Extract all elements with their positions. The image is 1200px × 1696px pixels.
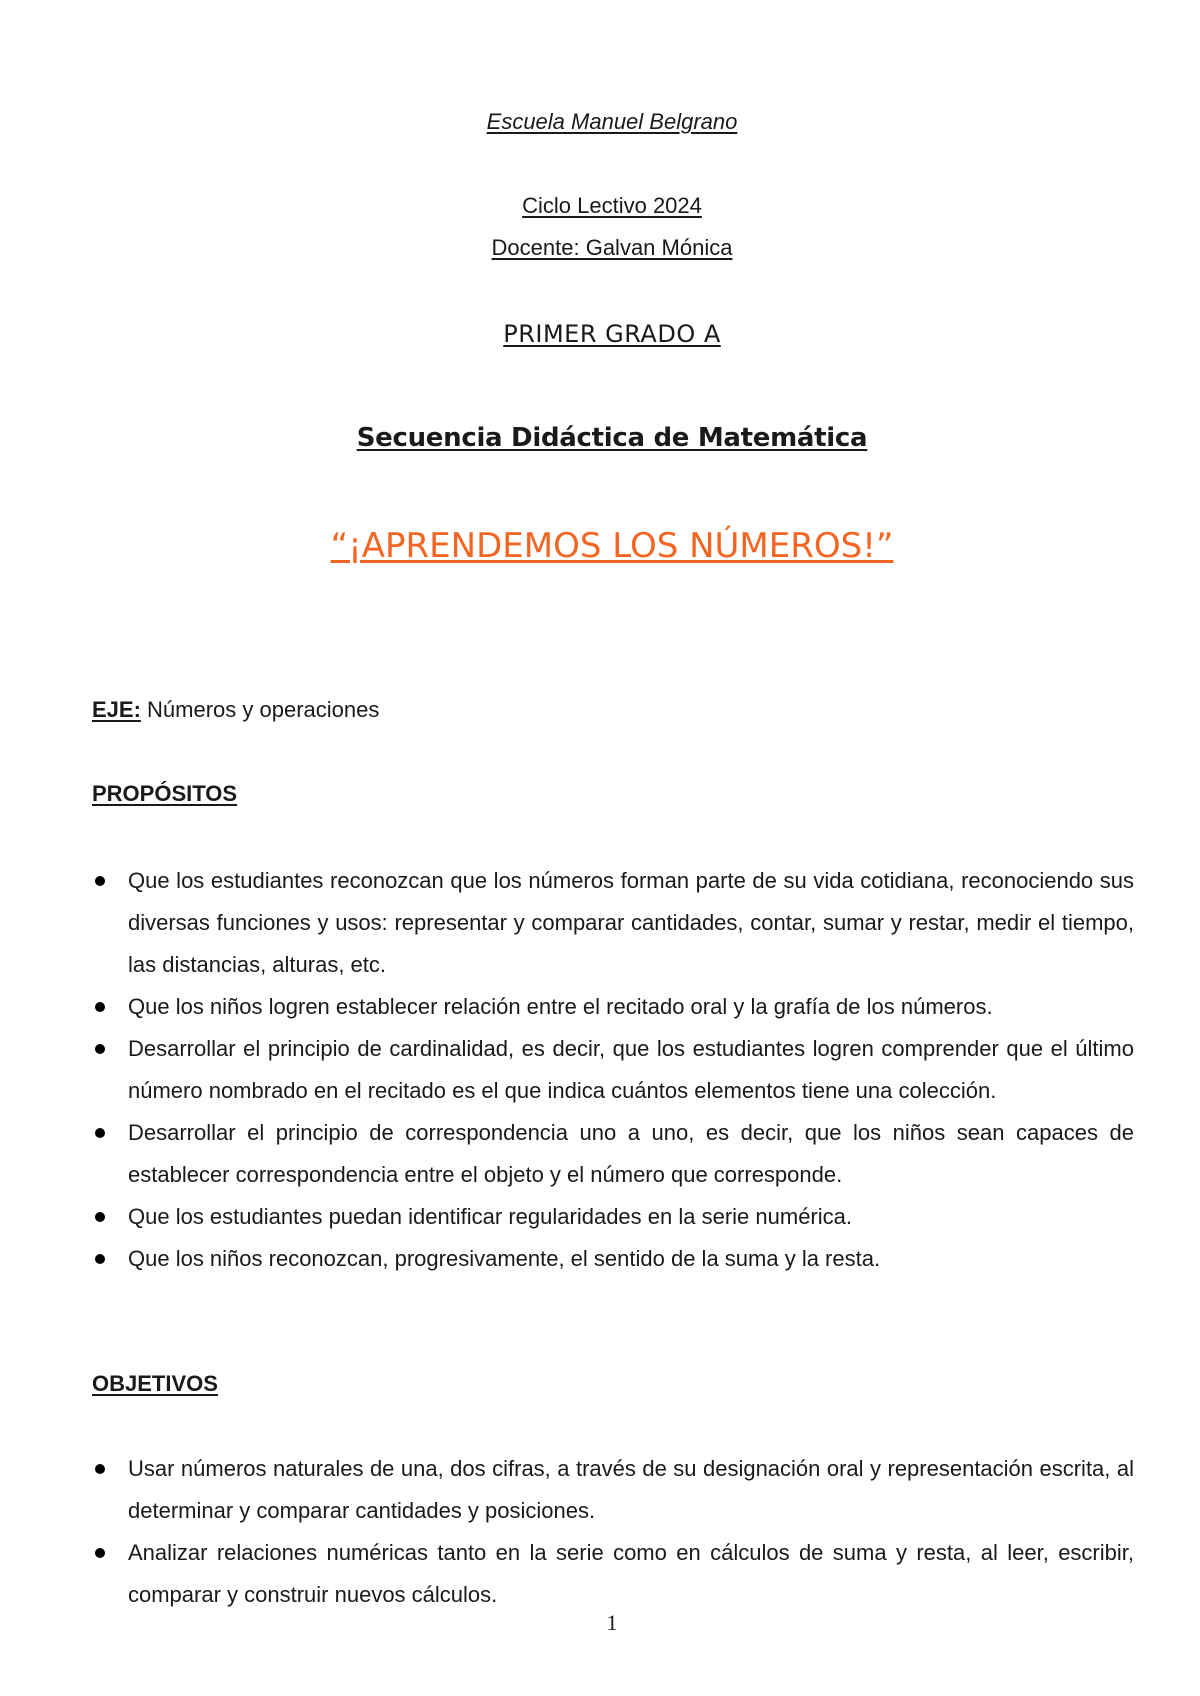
sequence-title-text: Secuencia Didáctica de Matemática bbox=[356, 423, 868, 453]
list-item-text: Que los niños reconozcan, progresivamente, el sentido de la suma y la resta. bbox=[128, 1246, 881, 1271]
objetivos-list bbox=[92, 1448, 1134, 1616]
list-item-text: Que los niños logren establecer relación entre el recitado oral y la grafía de los números. bbox=[128, 994, 993, 1019]
main-title-text: “¡APRENDEMOS LOS NÚMEROS!” bbox=[330, 526, 894, 566]
propositos-list bbox=[92, 860, 1134, 1280]
list-item bbox=[92, 1532, 1134, 1616]
sequence-title bbox=[0, 424, 1200, 452]
bullet-icon bbox=[95, 1254, 105, 1264]
propositos-heading: PROPÓSITOS bbox=[92, 781, 238, 806]
list-item bbox=[92, 1028, 1134, 1112]
eje-label: EJE: bbox=[92, 697, 141, 722]
bullet-icon bbox=[95, 1548, 105, 1558]
bullet-icon bbox=[95, 1002, 105, 1012]
list-item-text: Desarrollar el principio de cardinalidad, es decir, que los estudiantes logren comprender que el último número nombrado en el recitado es el que indica cuántos elementos tiene una colección. bbox=[128, 1036, 1134, 1103]
objetivos-heading: OBJETIVOS bbox=[92, 1371, 218, 1396]
eje-value: Números y operaciones bbox=[140, 697, 380, 722]
list-item-text: Desarrollar el principio de correspondencia uno a uno, es decir, que los niños sean capaces de establecer correspondencia entre el objeto y el número que corresponde. bbox=[128, 1120, 1134, 1187]
main-title bbox=[0, 526, 1200, 566]
list-item-text: Que los estudiantes puedan identificar regularidades en la serie numérica. bbox=[128, 1204, 852, 1229]
list-item bbox=[92, 1238, 1134, 1280]
list-item bbox=[92, 860, 1134, 986]
ciclo-lectivo-text: Ciclo Lectivo 2024 bbox=[522, 193, 702, 218]
list-item-text: Que los estudiantes reconozcan que los números forman parte de su vida cotidiana, reconociendo sus diversas funciones y usos: representar y comparar cantidades, contar, sumar y restar, medir el tiempo, las distancias, alturas, etc. bbox=[128, 868, 1134, 977]
docente bbox=[0, 234, 1200, 262]
docente-text: Docente: Galvan Mónica bbox=[491, 235, 733, 260]
ciclo-lectivo bbox=[0, 192, 1200, 220]
page-number: 1 bbox=[606, 1610, 618, 1635]
list-item bbox=[92, 1448, 1134, 1532]
list-item bbox=[92, 986, 1134, 1028]
grade-title-text: PRIMER GRADO A bbox=[503, 320, 721, 348]
grade-title bbox=[0, 320, 1200, 348]
list-item-text: Usar números naturales de una, dos cifras, a través de su designación oral y representación escrita, al determinar y comparar cantidades y posiciones. bbox=[128, 1456, 1134, 1523]
eje-line bbox=[92, 696, 1134, 724]
bullet-icon bbox=[95, 1464, 105, 1474]
bullet-icon bbox=[95, 1212, 105, 1222]
list-item-text: Analizar relaciones numéricas tanto en la serie como en cálculos de suma y resta, al leer, escribir, comparar y construir nuevos cálculos. bbox=[128, 1540, 1134, 1607]
list-item bbox=[92, 1112, 1134, 1196]
list-item bbox=[92, 1196, 1134, 1238]
bullet-icon bbox=[95, 1044, 105, 1054]
bullet-icon bbox=[95, 876, 105, 886]
school-name bbox=[0, 108, 1200, 136]
school-name-text: Escuela Manuel Belgrano bbox=[486, 109, 738, 134]
bullet-icon bbox=[95, 1128, 105, 1138]
